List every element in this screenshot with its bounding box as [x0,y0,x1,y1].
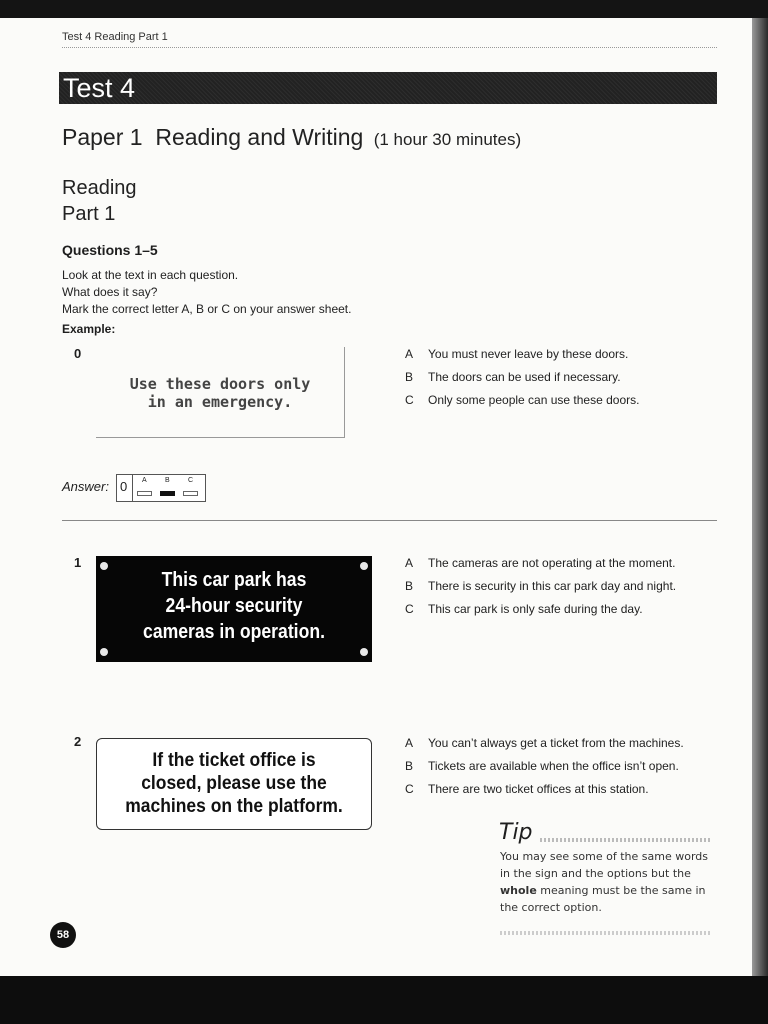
scan-right-edge [752,18,768,976]
answer-label: Answer: [62,479,109,494]
answer-letter: C [188,477,194,484]
option-letter: A [405,736,414,750]
paper-title [62,124,521,151]
screw-icon [100,562,108,570]
option-letter: C [405,602,414,616]
answer-mark-b [160,491,175,496]
answer-number: 0 [120,479,128,494]
running-head: Test 4 Reading Part 1 [62,31,168,43]
answer-grid [116,474,206,502]
book-page [0,18,752,976]
scan-bottom-edge [0,976,768,1024]
option-letter: B [405,579,414,593]
option-text: Only some people can use these doors. [428,393,640,407]
instruction-line: What does it say? [62,285,158,299]
answer-mark-c [183,491,198,496]
option-text: The doors can be used if necessary. [428,370,621,384]
option-text: This car park is only safe during the day. [428,602,643,616]
paper-title-text: Paper 1 Reading and Writing [62,124,364,150]
answer-separator [132,475,133,501]
section-name: Reading [62,177,137,199]
paper-duration: (1 hour 30 minutes) [373,130,522,149]
option-letter: B [405,370,414,384]
option-letter: A [405,556,414,570]
sign-line: machines on the platform. [125,796,343,817]
question-number: 1 [74,555,82,570]
tip-body [500,848,715,916]
sign-line: in an emergency. [147,393,293,411]
screw-icon [360,648,368,656]
tip-text: meaning must be the same in the correct option. [500,884,706,914]
tip-decoration [500,931,710,935]
running-head-rule [62,47,717,48]
sign-line: If the ticket office is [152,750,316,771]
tip-decoration [540,838,710,842]
tip-text: You may see some of the same words in the sign and the options but the [500,850,708,880]
option-text: Tickets are available when the office isn’t open. [428,759,679,773]
instruction-line: Look at the text in each question. [62,268,239,282]
option-letter: C [405,393,414,407]
test-banner-title: Test 4 [63,73,136,103]
option-text: The cameras are not operating at the moment. [428,556,676,570]
section-divider [62,520,717,521]
option-letter: C [405,782,414,796]
answer-letter: B [165,477,170,484]
option-text: You must never leave by these doors. [428,347,629,361]
questions-range: Questions 1–5 [62,242,158,258]
question-number: 0 [74,346,82,361]
tip-emphasis: whole [500,884,537,897]
car-park-sign [96,556,372,662]
answer-mark-a [137,491,152,496]
option-text: There is security in this car park day and night. [428,579,677,593]
option-letter: B [405,759,414,773]
ticket-office-sign [96,738,372,830]
sign-line: cameras in operation. [143,621,325,643]
option-text: You can’t always get a ticket from the machines. [428,736,684,750]
scan-top-edge [0,0,768,18]
example-sign [96,347,345,438]
option-text: There are two ticket offices at this station. [428,782,649,796]
sign-line: This car park has [161,569,307,591]
screw-icon [360,562,368,570]
sign-line: 24-hour security [165,595,303,617]
instruction-line: Mark the correct letter A, B or C on your answer sheet. [62,302,352,316]
example-label: Example: [62,322,116,336]
test-banner [59,72,717,104]
tip-title: Tip [499,820,533,845]
question-number: 2 [74,734,82,749]
section-part: Part 1 [62,203,116,225]
page-number: 58 [50,922,76,948]
sign-line: closed, please use the [141,773,327,794]
answer-letter: A [142,477,147,484]
option-letter: A [405,347,414,361]
screw-icon [100,648,108,656]
sign-line: Use these doors only [129,375,311,393]
